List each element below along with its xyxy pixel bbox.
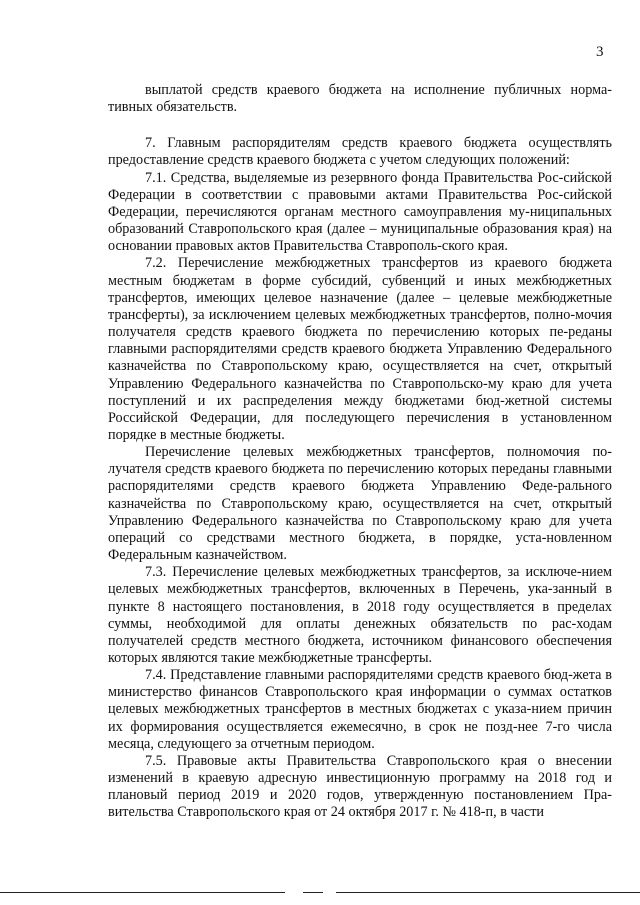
paragraph-7-2: 7.2. Перечисление межбюджетных трансфертов из краевого бюджета местным бюджетам в форме субсидий, субвенций и иных межбюджетных трансфертов, имеющих целевое назначение (далее – целевые межбюджетные трансферты), за исключением целевых межбюджетных трансфертов, полно-мочия получателя средств краевого бюджета по перечислению которых пе-реданы главными распорядителями средств краевого бюджета Управлению Федерального казначейства по Ставропольскому краю, осуществляется на счет, открытый Управлению Федерального казначейства по Ставропольско-му краю для учета поступлений и их распределения между бюджетами бюд-жетной системы Российской Федерации, для последующего перечисления в установленном порядке в местные бюджеты. [108, 255, 612, 443]
paragraph-7-5: 7.5. Правовые акты Правительства Ставропольского края о внесении изменений в краевую адресную инвестиционную программу на 2018 год и плановый период 2019 и 2020 годов, утвержденную постановлением Пра-вительства Ставропольского края от 24 октября 2017 г. № 418-п, в части [108, 752, 612, 821]
footer-rule-left [0, 892, 285, 893]
paragraph-continuation: выплатой средств краевого бюджета на исполнение публичных норма-тивных обязательств. [108, 82, 612, 116]
paragraph-7-1: 7.1. Средства, выделяемые из резервного фонда Правительства Рос-сийской Федерации в соответствии с правовыми актами Правительства Рос-сийской Федерации, перечисляются органам местного самоуправления му-ниципальных образований Ставропольского края (далее – муниципальные образования края) на основании правовых актов Правительства Ставрополь-ского края. [108, 169, 612, 255]
document-body [108, 82, 612, 822]
footer-rule-middle [303, 892, 323, 893]
paragraph-7-2-second: Перечисление целевых межбюджетных трансфертов, полномочия по-лучателя средств краевого бюджета по перечислению которых переданы главными распорядителями средств краевого бюджета Управлению Феде-рального казначейства по Ставропольскому краю, осуществляется на счет, открытый Управлению Федерального казначейства по Ставропольскому краю для учета операций со средствами местного бюджета, в порядке, уста-новленном Федеральным казначейством. [108, 444, 612, 564]
paragraph-7-3: 7.3. Перечисление целевых межбюджетных трансфертов, за исключе-нием целевых межбюджетных трансфертов, включенных в Перечень, ука-занный в пункте 8 настоящего постановления, в 2018 году осуществляется в пределах суммы, необходимой для оплаты денежных обязательств по рас-ходам получателей средств местного бюджета, источником финансового обеспечения которых являются такие межбюджетные трансферты. [108, 564, 612, 666]
page-number: 3 [596, 44, 604, 60]
footer-rule-right [336, 892, 640, 893]
paragraph-7-4: 7.4. Представление главными распорядителями средств краевого бюд-жета в министерство финансов Ставропольского края информации о суммах остатков целевых межбюджетных трансфертов в местных бюджетах с указа-нием причин их формирования осуществляется ежемесячно, в срок не позд-нее 7-го числа месяца, следующего за отчетным периодом. [108, 667, 612, 752]
paragraph-7: 7. Главным распорядителям средств краевого бюджета осуществлять предоставление средств краевого бюджета с учетом следующих положений: [108, 135, 612, 169]
